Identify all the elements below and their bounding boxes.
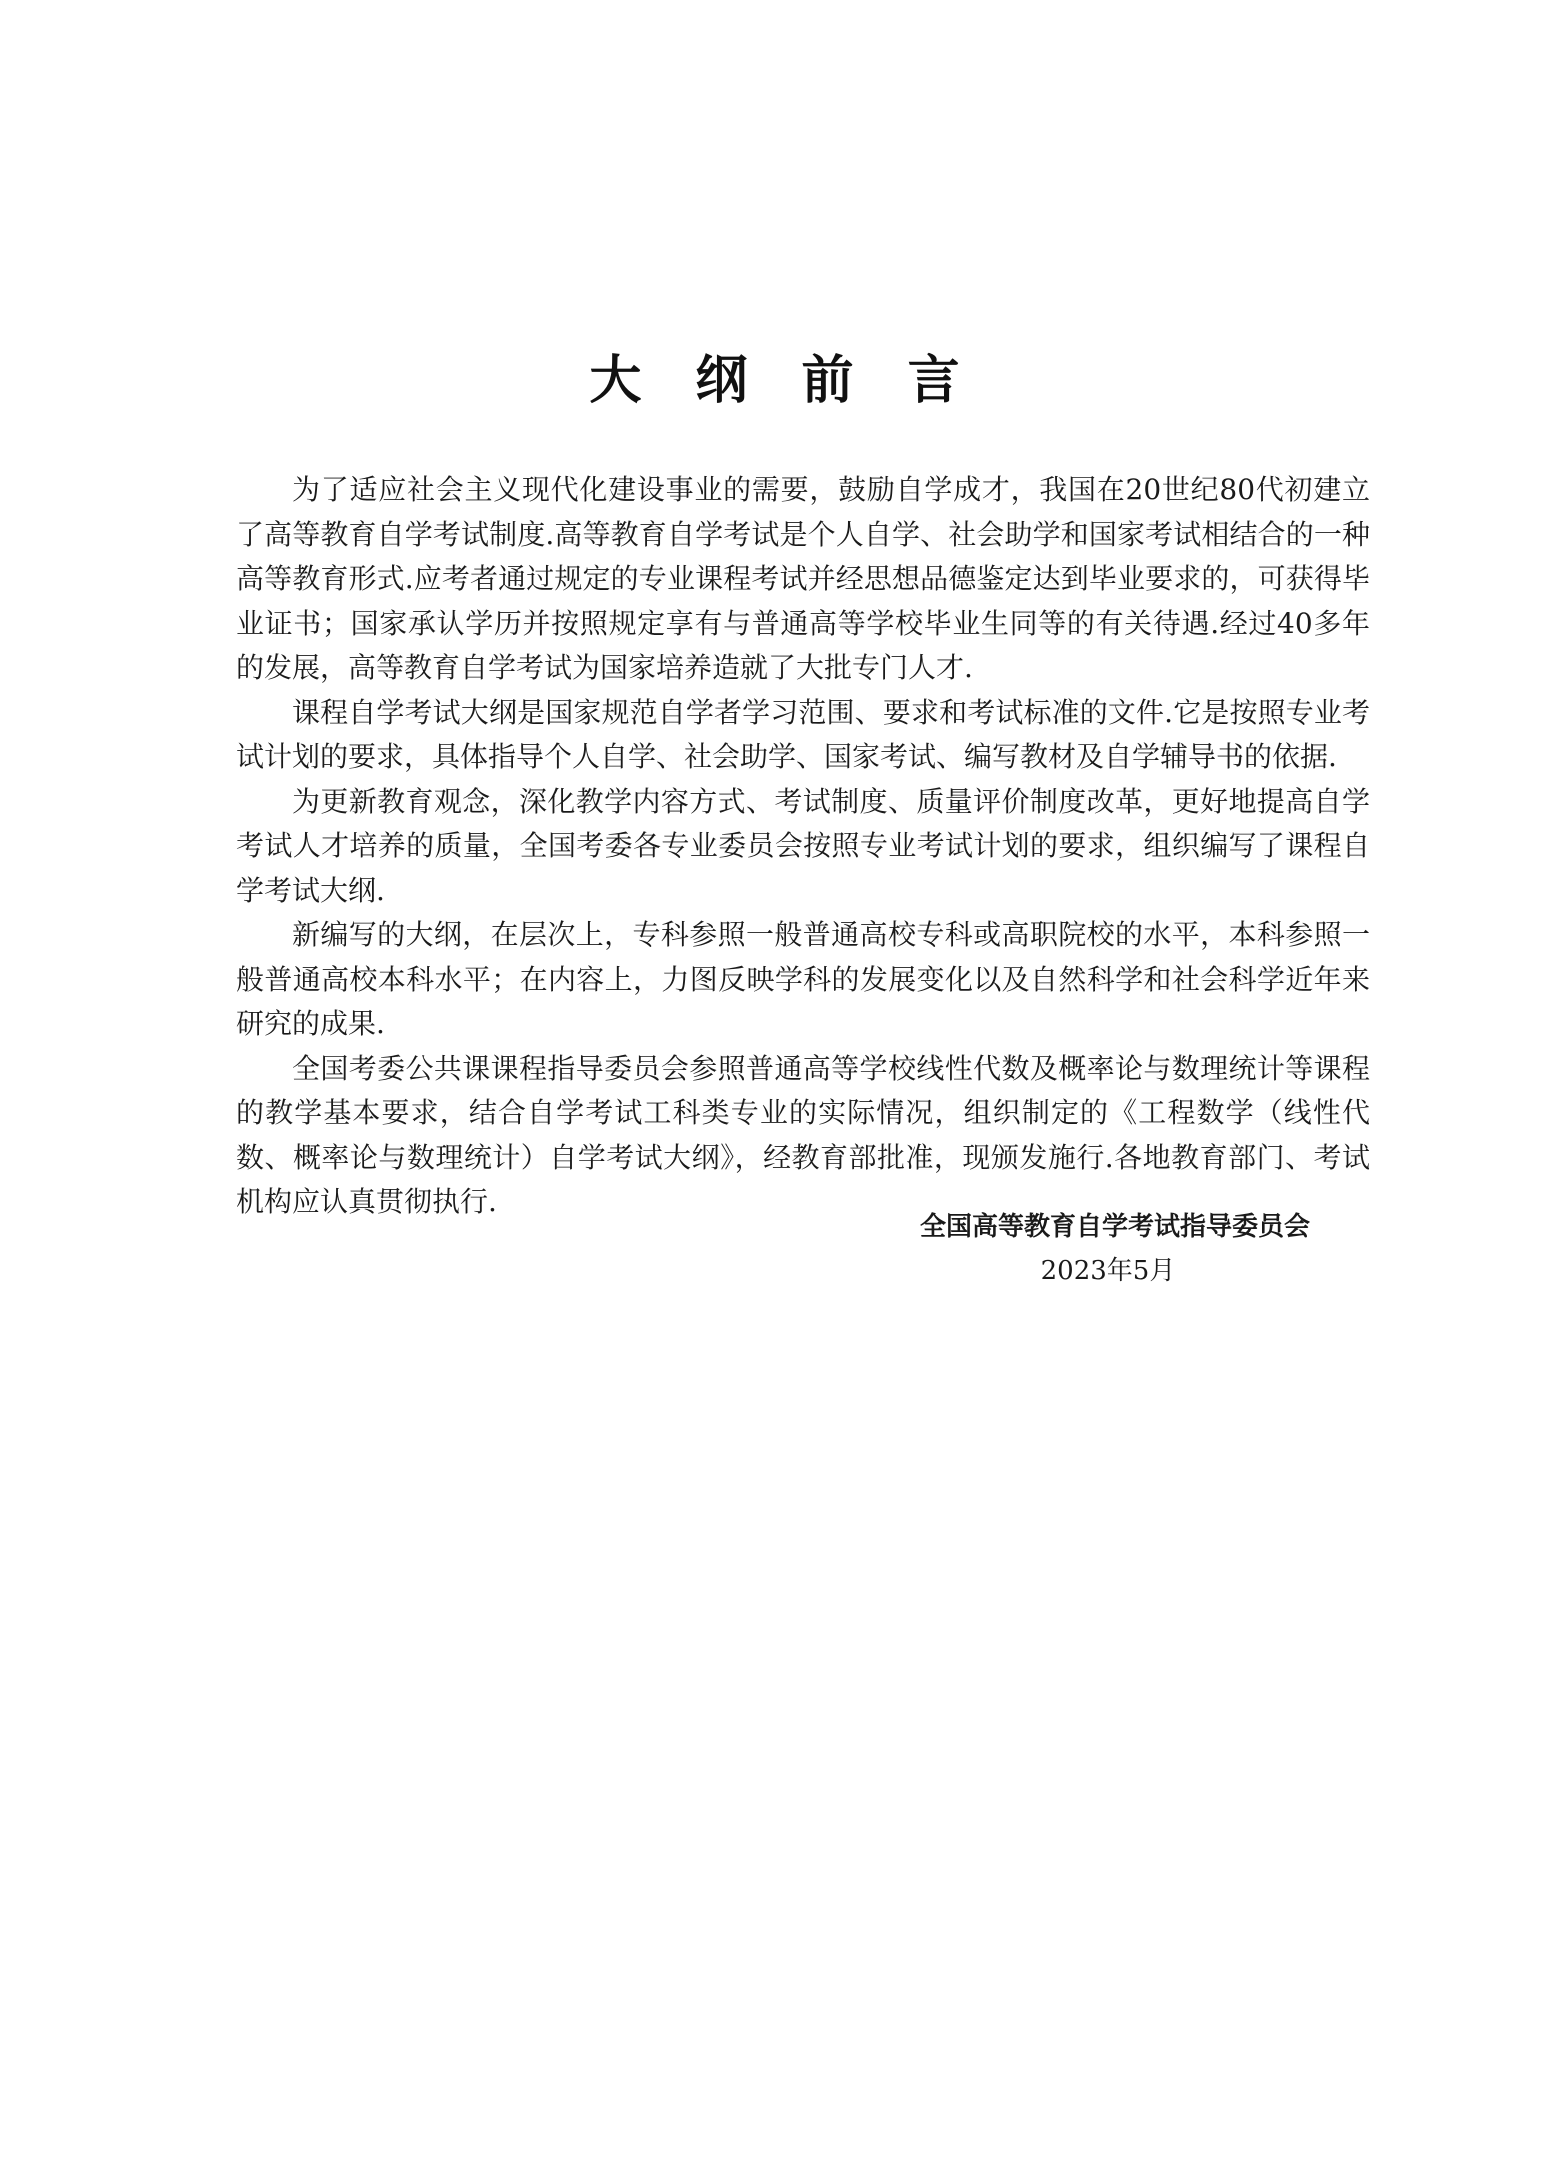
- page-title: 大 纲 前 言: [589, 351, 978, 411]
- paragraph-4: 新编写的大纲，在层次上，专科参照一般普通高校专科或高职院校的水平，本科参照一般普通高校本科水平；在内容上，力图反映学科的发展变化以及自然科学和社会科学近年来研究的成果.: [236, 918, 1370, 1040]
- preface-body: [236, 468, 1370, 1225]
- paragraph-5: 全国考委公共课课程指导委员会参照普通高等学校线性代数及概率论与数理统计等课程的教学基本要求，结合自学考试工科类专业的实际情况，组织制定的《工程数学（线性代数、概率论与数理统计）自学考试大纲》，经教育部批准，现颁发施行.各地教育部门、考试机构应认真贯彻执行.: [236, 1051, 1370, 1218]
- signature-date: 2023年5月: [1040, 1256, 1176, 1286]
- paragraph-3: 为更新教育观念，深化教学内容方式、考试制度、质量评价制度改革，更好地提高自学考试人才培养的质量，全国考委各专业委员会按照专业考试计划的要求，组织编写了课程自学考试大纲.: [236, 784, 1370, 907]
- signature-organization: 全国高等教育自学考试指导委员会: [919, 1212, 1310, 1242]
- paragraph-1: 为了适应社会主义现代化建设事业的需要，鼓励自学成才，我国在20世纪80代初建立了高等教育自学考试制度.高等教育自学考试是个人自学、社会助学和国家考试相结合的一种高等教育形式.应考者通过规定的专业课程考试并经思想品德鉴定达到毕业要求的，可获得毕业证书；国家承认学历并按照规定享有与普通高等学校毕业生同等的有关待遇.经过40多年的发展，高等教育自学考试为国家培养造就了大批专门人才.: [236, 473, 1370, 684]
- paragraph-2: 课程自学考试大纲是国家规范自学者学习范围、要求和考试标准的文件.它是按照专业考试计划的要求，具体指导个人自学、社会助学、国家考试、编写教材及自学辅导书的依据.: [236, 695, 1370, 773]
